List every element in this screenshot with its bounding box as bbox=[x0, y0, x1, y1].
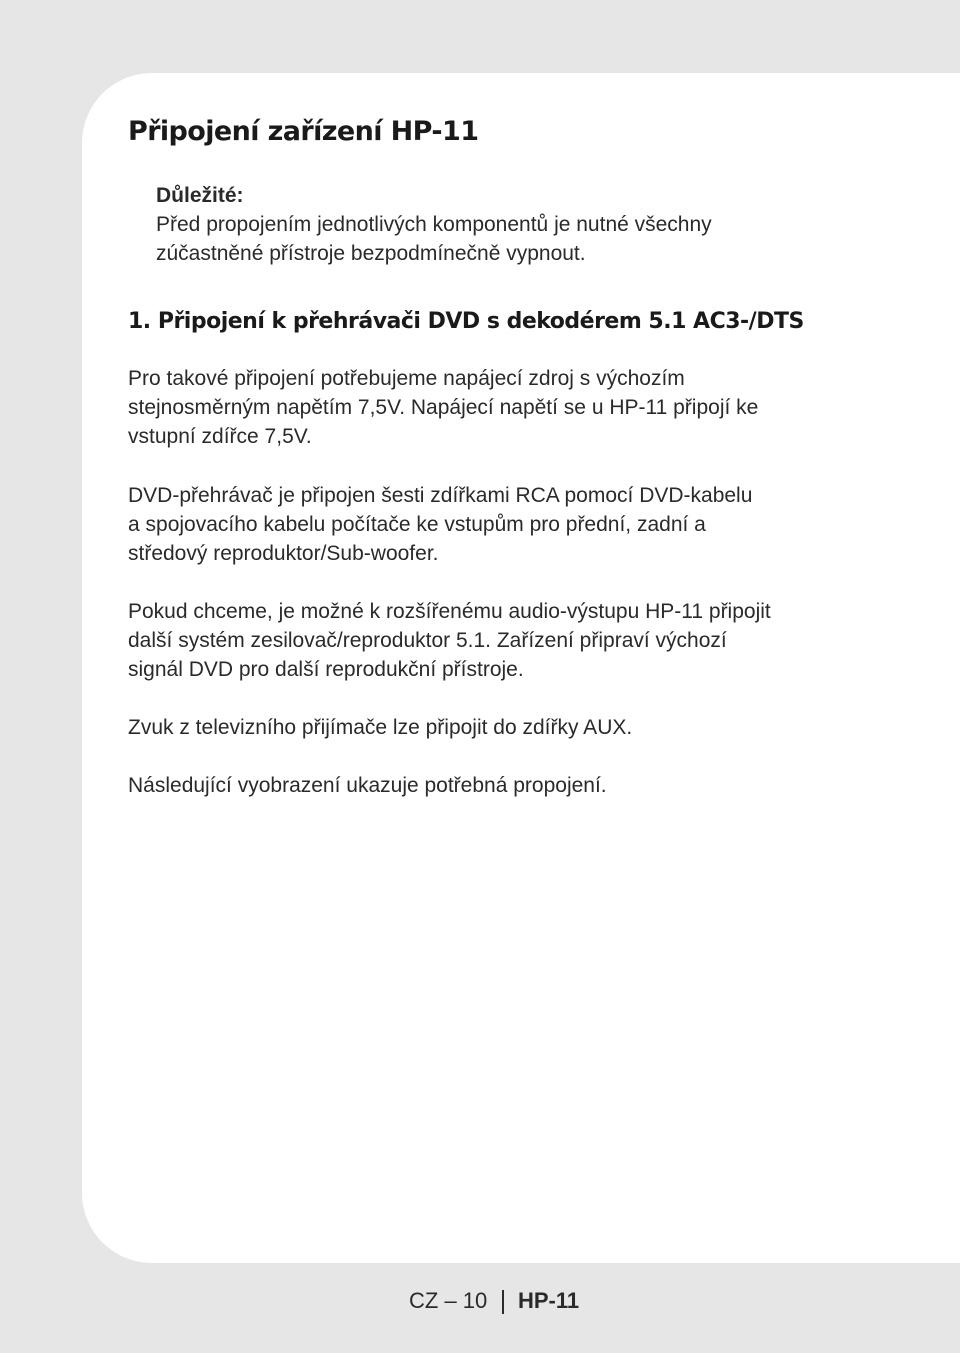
footer-model: HP-11 bbox=[518, 1288, 580, 1313]
important-label: Důležité: bbox=[156, 184, 244, 207]
paragraph-line: stejnosměrným napětím 7,5V. Napájecí napětí se u HP-11 připojí ke bbox=[128, 396, 759, 419]
paragraph-tv-aux bbox=[128, 713, 868, 742]
paragraph-line: Zvuk z televizního přijímače lze připojit do zdířky AUX. bbox=[128, 716, 633, 739]
paragraph-extended-output bbox=[128, 597, 868, 684]
important-notice bbox=[156, 181, 846, 268]
page-title: Připojení zařízení HP-11 bbox=[128, 116, 479, 147]
paragraph-line: vstupní zdířce 7,5V. bbox=[128, 425, 312, 448]
paragraph-line: DVD-přehrávač je připojen šesti zdířkami RCA pomocí DVD-kabelu bbox=[128, 484, 753, 507]
paragraph-line: Následující vyobrazení ukazuje potřebná propojení. bbox=[128, 774, 607, 797]
paragraph-line: další systém zesilovač/reproduktor 5.1. Zařízení připraví výchozí bbox=[128, 629, 727, 652]
important-line: zúčastněné přístroje bezpodmínečně vypnout. bbox=[156, 242, 586, 265]
paragraph-line: a spojovacího kabelu počítače ke vstupům pro přední, zadní a bbox=[128, 513, 706, 536]
paragraph-dvd-connection bbox=[128, 481, 868, 568]
paragraph-power-supply bbox=[128, 364, 868, 451]
paragraph-line: Pro takové připojení potřebujeme napájecí zdroj s výchozím bbox=[128, 367, 685, 390]
paragraph-line: Pokud chceme, je možné k rozšířenému audio-výstupu HP-11 připojit bbox=[128, 600, 771, 623]
important-line: Před propojením jednotlivých komponentů je nutné všechny bbox=[156, 213, 712, 236]
paragraph-line: signál DVD pro další reprodukční přístroje. bbox=[128, 658, 524, 681]
section-heading: 1. Připojení k přehrávači DVD s dekodérem 5.1 AC3-/DTS bbox=[128, 309, 804, 334]
paragraph-following-figure bbox=[128, 771, 868, 800]
footer-divider bbox=[502, 1290, 504, 1314]
paragraph-line: středový reproduktor/Sub-woofer. bbox=[128, 542, 439, 565]
page-number: CZ – 10 bbox=[409, 1288, 488, 1313]
